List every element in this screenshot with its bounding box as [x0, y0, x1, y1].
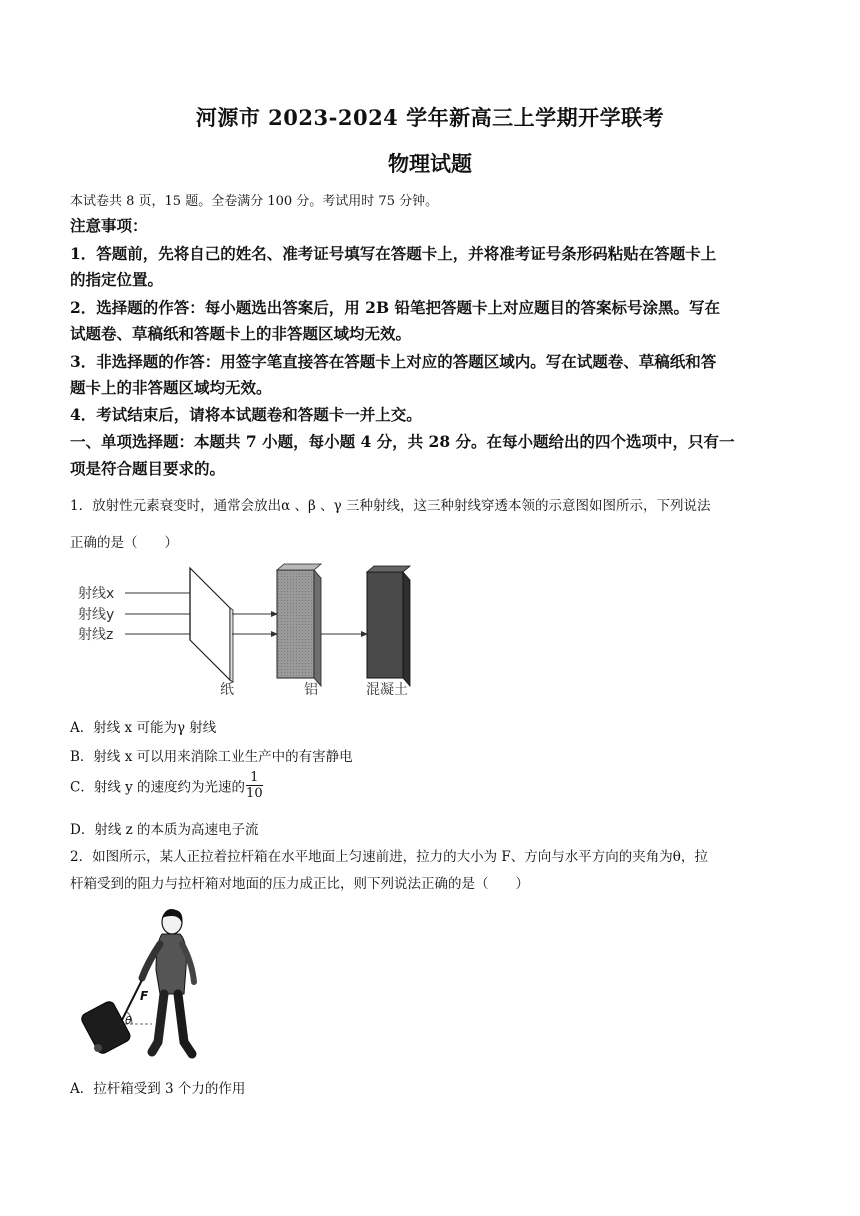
paper-sheet: [190, 568, 230, 680]
q2-stem: 2．如图所示，某人正拉着拉杆箱在水平地面上匀速前进，拉力的大小为 F、方向与水平方向的夹角为θ，拉: [70, 849, 708, 865]
notice-item-3: 3．非选择题的作答：用签字笔直接答在答题卡上对应的答题区域内。写在试题卷、草稿纸和答: [70, 352, 717, 371]
person-pulling-suitcase-figure: [76, 902, 216, 1062]
exam-subtitle: 物理试题: [388, 151, 472, 176]
concrete-label: 混凝土: [366, 682, 408, 698]
angle-theta-label: θ: [125, 1014, 132, 1027]
notice-item-3-cont: 题卡上的非答题区域均无效。: [70, 378, 272, 397]
aluminium-label: 铝: [304, 682, 318, 698]
ray-y-label: 射线y: [78, 607, 115, 623]
q1-option-c: [70, 770, 263, 801]
notice-item-2-cont: 试题卷、草稿纸和答题卡上的非答题区域均无效。: [70, 324, 412, 343]
q2-option-a: A．拉杆箱受到 3 个力的作用: [70, 1081, 246, 1097]
notice-item-1: 1．答题前，先将自己的姓名、准考证号填写在答题卡上，并将准考证号条形码粘贴在答题卡上: [70, 244, 717, 263]
q1-stem: 1．放射性元素衰变时，通常会放出α 、β 、γ 三种射线，这三种射线穿透本领的示意图如图所示，下列说法: [70, 498, 711, 514]
fraction-denominator: 10: [246, 786, 263, 801]
radiation-penetration-figure: [70, 560, 440, 702]
force-f-label: F: [140, 989, 149, 1003]
intro-text: 本试卷共 8 页，15 题。全卷满分 100 分。考试用时 75 分钟。: [70, 194, 439, 209]
q1-option-d: D．射线 z 的本质为高速电子流: [70, 822, 259, 838]
notice-heading: 注意事项：: [70, 216, 148, 235]
paper-label: 纸: [220, 682, 234, 698]
ray-z-label: 射线z: [78, 627, 114, 643]
fraction-numerator: 1: [246, 770, 263, 786]
q1-option-b: B．射线 x 可以用来消除工业生产中的有害静电: [70, 749, 353, 765]
exam-title: 河源市 2023-2024 学年新高三上学期开学联考: [195, 105, 665, 130]
section-heading-cont: 项是符合题目要求的。: [70, 459, 226, 478]
ray-x-label: 射线x: [78, 586, 115, 602]
notice-item-4: 4．考试结束后，请将本试题卷和答题卡一并上交。: [70, 405, 422, 424]
concrete-block: [367, 572, 403, 678]
fraction-one-tenth: [246, 770, 263, 801]
aluminium-plate: [277, 570, 314, 678]
section-heading: 一、单项选择题：本题共 7 小题，每小题 4 分，共 28 分。在每小题给出的四个选项中，只有一: [70, 432, 735, 451]
q1-option-c-text: C．射线 y 的速度约为光速的: [70, 779, 246, 796]
notice-item-1-cont: 的指定位置。: [70, 270, 164, 289]
q1-option-a: A．射线 x 可能为γ 射线: [70, 720, 217, 736]
notice-item-2: 2．选择题的作答：每小题选出答案后，用 2B 铅笔把答题卡上对应题目的答案标号涂黑。写在: [70, 298, 720, 317]
q2-stem-cont: 杆箱受到的阻力与拉杆箱对地面的压力成正比，则下列说法正确的是（ ）: [70, 876, 529, 892]
q1-stem-cont: 正确的是（ ）: [70, 535, 178, 551]
